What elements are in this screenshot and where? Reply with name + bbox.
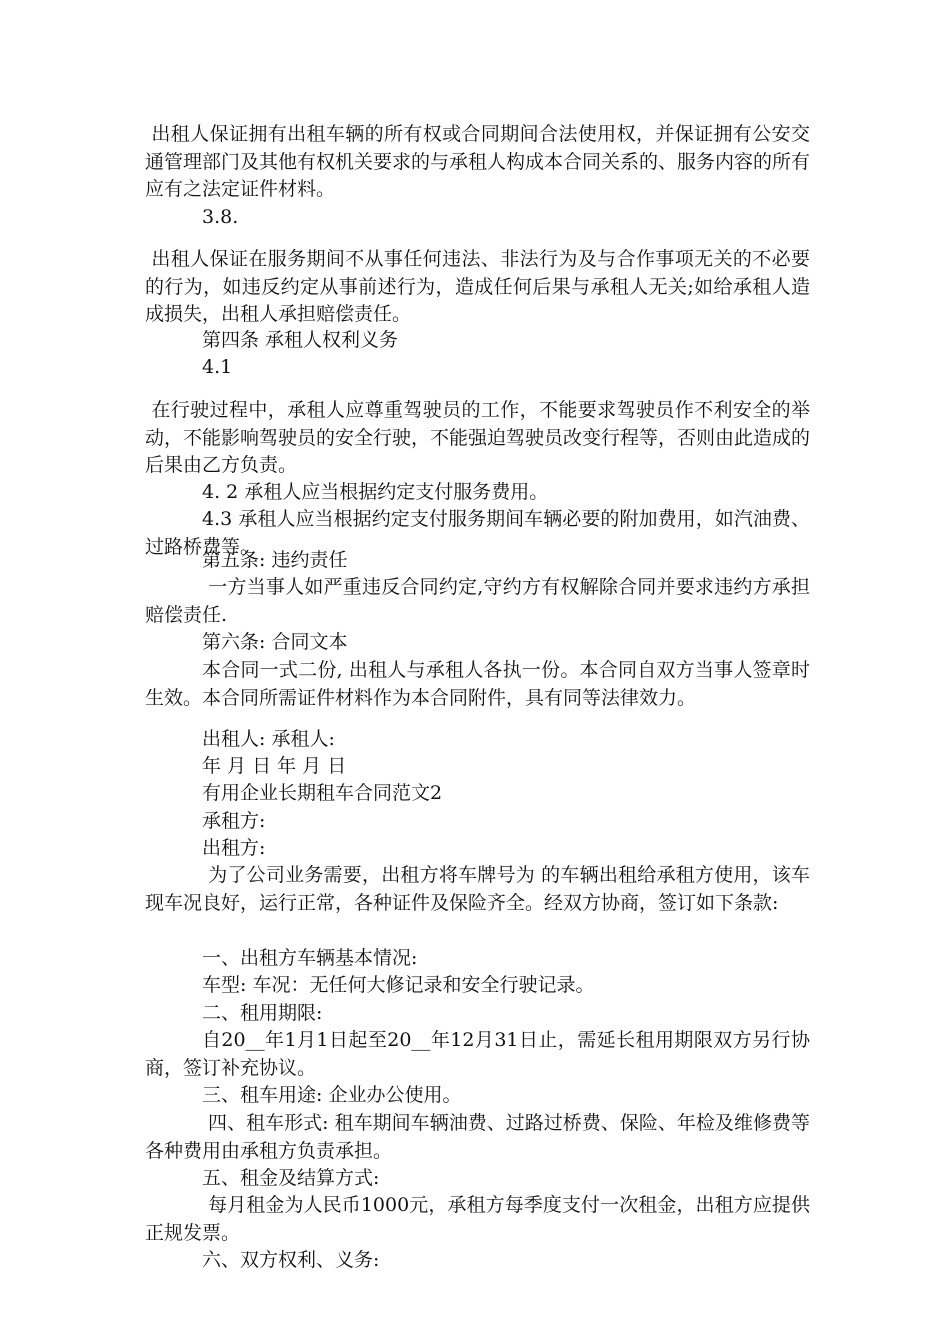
lessor-label: 出租方: (202, 837, 266, 859)
paragraph-contract-copies: 本合同一式二份, 出租人与承租人各执一份。本合同自双方当事人签章时生效。本合同所需证件材料作为本合同附件，具有同等法律效力。 (145, 659, 810, 709)
paragraph-preamble: 为了公司业务需要，出租方将车牌号为 的车辆出租给承租方使用，该车现车况良好，运行正常，各种证件及保险齐全。经双方协商，签订如下条款: (145, 864, 810, 914)
heading-section-1: 一、出租方车辆基本情况: (202, 947, 418, 969)
clause-4-2: 4. 2 承租人应当根据约定支付服务费用。 (202, 481, 549, 503)
vehicle-condition-line: 车型: 车况：无任何大修记录和安全行驶记录。 (202, 974, 595, 996)
rental-purpose-line: 三、租车用途: 企业办公使用。 (202, 1084, 462, 1106)
lessee-label: 承租方: (202, 810, 266, 832)
paragraph-rental-form: 四、租车形式: 租车期间车辆油费、过路过桥费、保险、年检及维修费等各种费用由承租方负责承担。 (145, 1112, 810, 1162)
signature-date-line: 年 月 日 年 月 日 (202, 755, 347, 777)
paragraph-rent-settlement: 每月租金为人民币1000元，承租方每季度支付一次租金，出租方应提供正规发票。 (145, 1194, 810, 1244)
heading-section-5: 五、租金及结算方式: (202, 1167, 380, 1189)
paragraph-driving-conduct: 在行驶过程中，承租人应尊重驾驶员的工作，不能要求驾驶员作不利安全的举动，不能影响驾驶员的安全行驶，不能强迫驾驶员改变行程等，否则由此造成的后果由乙方负责。 (145, 399, 811, 476)
heading-article-6: 第六条: 合同文本 (202, 631, 348, 653)
document-title-sample-2: 有用企业长期租车合同范文2 (202, 782, 443, 804)
paragraph-breach-liability: 一方当事人如严重违反合同约定,守约方有权解除合同并要求违约方承担赔偿责任. (145, 576, 810, 626)
paragraph-lessor-guarantee-ownership: 出租人保证拥有出租车辆的所有权或合同期间合法使用权，并保证拥有公安交通管理部门及其他有权机关要求的与承租人构成本合同关系的、服务内容的所有应有之法定证件材料。 (145, 123, 811, 200)
heading-section-2: 二、租用期限: (202, 1002, 323, 1024)
clause-4-3: 4.3 承租人应当根据约定支付服务期间车辆必要的附加费用，如汽油费、过路桥费等。 (145, 508, 810, 558)
heading-article-4: 第四条 承租人权利义务 (202, 329, 399, 351)
heading-section-6: 六、双方权利、义务: (202, 1249, 380, 1271)
clause-number-4-1: 4.1 (202, 356, 233, 378)
paragraph-rental-period: 自20__年1月1日起至20__年12月31日止，需延长租用期限双方另行协商，签订补充协议。 (145, 1029, 810, 1079)
heading-article-5: 第五条: 违约责任 (202, 549, 348, 571)
signature-parties-line: 出租人: 承租人: (202, 728, 335, 750)
paragraph-lessor-guarantee-lawful: 出租人保证在服务期间不从事任何违法、非法行为及与合作事项无关的不必要的行为，如违反约定从事前述行为，造成任何后果与承租人无关;如给承租人造成损失，出租人承担赔偿责任。 (145, 248, 810, 325)
clause-number-3-8: 3.8. (202, 206, 239, 228)
